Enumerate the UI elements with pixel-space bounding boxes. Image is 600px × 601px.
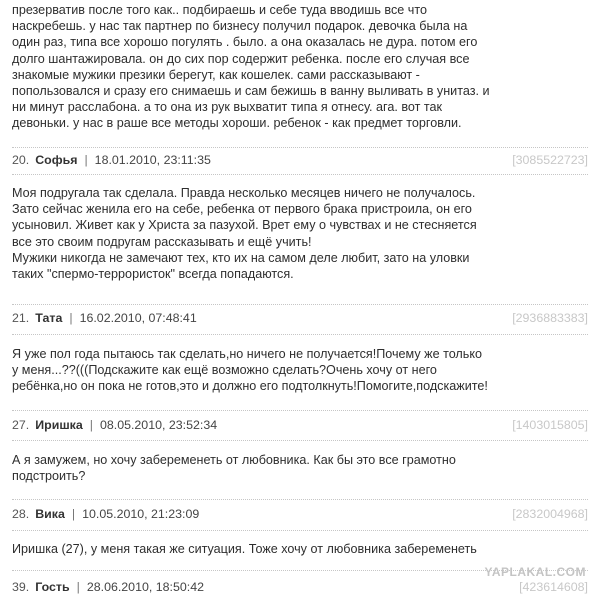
divider <box>12 410 588 411</box>
divider <box>12 304 588 305</box>
separator: | <box>89 418 93 432</box>
comment-header <box>12 153 588 167</box>
comment-number: 39. <box>12 580 30 594</box>
comment-number: 27. <box>12 418 30 432</box>
comment-id: [423614608] <box>519 580 588 594</box>
comment-date: 08.05.2010, 23:52:34 <box>99 418 218 432</box>
comment-date: 28.06.2010, 18:50:42 <box>86 580 204 594</box>
comment-date: 10.05.2010, 21:23:09 <box>82 507 200 521</box>
separator: | <box>69 311 73 325</box>
comment-author[interactable]: Вика <box>35 507 65 521</box>
separator: | <box>71 507 76 521</box>
comment-header <box>12 580 588 594</box>
divider <box>12 147 588 148</box>
comment-id: [1403015805] <box>512 418 588 432</box>
divider <box>12 440 588 441</box>
comment-text: Иришка (27), у меня такая же ситуация. Тоже хочу от любовника забеременеть <box>12 542 477 556</box>
comment-author[interactable]: Гость <box>35 580 70 594</box>
comment-header <box>12 507 588 521</box>
comment-id: [2936883383] <box>512 311 588 325</box>
divider <box>12 499 588 500</box>
comment-text-intro: презерватив после того как.. подбираешь и себе туда вводишь все что наскребешь. у нас так партнер по бизнесу получил подарок. девочка была на один раз, типа все хорошо погулять . было. а она оказалась не дура. потом его долго шантажировала. он до сих пор содержит ребенка. после его случая все знакомые мужики презики берегут, как кошелек. сами рассказывают - попользовался и сразу его снимаешь и сам бежишь в ванну выливать в унитаз. и ни минут расслабона. а то она из рук выхватит типа я отнесу. ага. вот так девоньки. у нас в раше все методы хороши. ребенок - как предмет торговли. <box>12 3 490 131</box>
comment-text: А я замужем, но хочу забеременеть от любовника. Как бы это все грамотно подстроить? <box>12 453 456 484</box>
comment-header <box>12 311 588 325</box>
comment-author[interactable]: Иришка <box>35 418 83 432</box>
comment-author[interactable]: Тата <box>35 311 63 325</box>
separator: | <box>76 580 80 594</box>
comment-id: [3085522723] <box>512 153 588 167</box>
separator: | <box>84 153 88 167</box>
divider <box>12 334 588 335</box>
comment-number: 21. <box>12 311 30 325</box>
comment-author[interactable]: Софья <box>35 153 78 167</box>
comment-number: 20. <box>12 153 30 167</box>
divider <box>12 530 588 531</box>
comment-date: 18.01.2010, 23:11:35 <box>94 153 211 167</box>
comment-header <box>12 418 588 432</box>
comment-text: Я уже пол года пытаюсь так сделать,но ничего не получается!Почему же только у меня...??(((Подскажите как ещё возможно сделать?Очень хочу от него ребёнка,но он пока не готов,это и должно его подтолкнуть!Помогите,подскажите! <box>12 347 488 394</box>
comment-text: Моя подругала так сделала. Правда несколько месяцев ничего не получалось. Зато сейчас женила его на себе, ребенка от первого брака пристроила, он его усыновил. Живет как у Христа за пазухой. Врет ему о чувствах и не стесняется все это своим подругам рассказывать и ещё учить! Мужики никогда не замечают тех, кто их на самом деле любит, зато на уловки таких "спермо-террористок" всегда попадаются. <box>12 186 477 282</box>
divider <box>12 174 588 175</box>
comment-date: 16.02.2010, 07:48:41 <box>79 311 197 325</box>
comment-id: [2832004968] <box>512 507 588 521</box>
comment-number: 28. <box>12 507 30 521</box>
site-watermark: YAPLAKAL.COM <box>484 565 586 579</box>
